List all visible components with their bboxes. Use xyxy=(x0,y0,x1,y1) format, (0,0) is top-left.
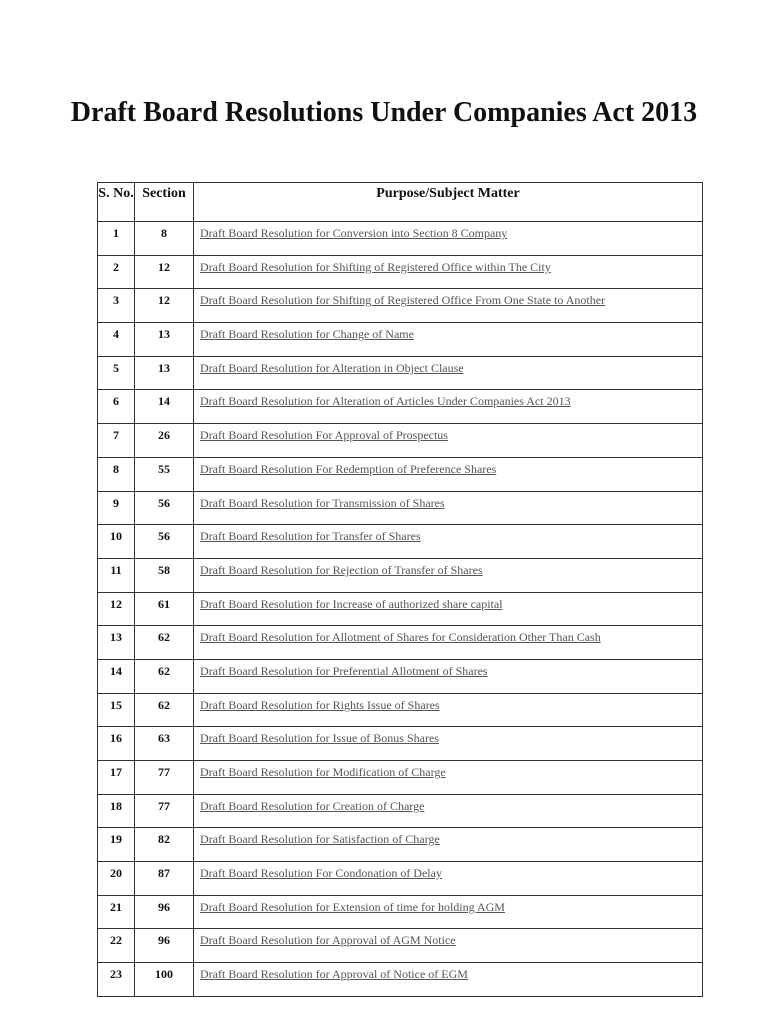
row-number: 21 xyxy=(98,895,135,929)
resolution-link[interactable]: Draft Board Resolution For Redemption of Preference Shares xyxy=(200,461,497,476)
table-header-row xyxy=(98,183,703,222)
row-section: 87 xyxy=(135,862,194,896)
table-row xyxy=(98,727,703,761)
row-section: 96 xyxy=(135,895,194,929)
resolution-link[interactable]: Draft Board Resolution for Modification of Charge xyxy=(200,765,446,779)
table-row xyxy=(98,626,703,660)
row-number: 18 xyxy=(98,794,135,828)
row-number: 3 xyxy=(98,289,135,323)
row-purpose-cell xyxy=(194,794,703,828)
table-row xyxy=(98,424,703,458)
row-number: 15 xyxy=(98,693,135,727)
row-section: 62 xyxy=(135,626,194,660)
row-purpose-cell xyxy=(194,222,703,256)
row-section: 63 xyxy=(135,727,194,761)
row-section: 77 xyxy=(135,794,194,828)
header-section: Section xyxy=(135,183,194,222)
row-number: 1 xyxy=(98,222,135,256)
row-purpose-cell xyxy=(194,457,703,491)
resolution-link[interactable]: Draft Board Resolution For Approval of Prospectus xyxy=(200,428,448,443)
resolution-link[interactable]: Draft Board Resolution for Preferential Allotment of Shares xyxy=(200,663,488,678)
resolution-link[interactable]: Draft Board Resolution for Allotment of Shares for Consideration Other Than Cash xyxy=(200,630,601,645)
row-section: 56 xyxy=(135,525,194,559)
row-purpose-cell xyxy=(194,255,703,289)
row-number: 8 xyxy=(98,457,135,491)
table-row xyxy=(98,356,703,390)
resolution-link[interactable]: Draft Board Resolution for Alteration of Articles Under Companies Act 2013 xyxy=(200,394,571,409)
table-row xyxy=(98,693,703,727)
row-purpose-cell xyxy=(194,356,703,390)
row-number: 20 xyxy=(98,862,135,896)
row-purpose-cell xyxy=(194,424,703,458)
row-number: 13 xyxy=(98,626,135,660)
row-number: 2 xyxy=(98,255,135,289)
row-number: 5 xyxy=(98,356,135,390)
row-purpose-cell xyxy=(194,558,703,592)
row-section: 56 xyxy=(135,491,194,525)
row-section: 26 xyxy=(135,424,194,458)
resolution-link[interactable]: Draft Board Resolution for Satisfaction of Charge xyxy=(200,832,440,847)
row-section: 61 xyxy=(135,592,194,626)
header-purpose: Purpose/Subject Matter xyxy=(194,183,703,222)
row-purpose-cell xyxy=(194,727,703,761)
resolution-link[interactable]: Draft Board Resolution for Transmission of Shares xyxy=(200,495,445,510)
row-section: 82 xyxy=(135,828,194,862)
row-purpose-cell xyxy=(194,491,703,525)
resolution-link[interactable]: Draft Board Resolution for Shifting of Registered Office From One State to Another xyxy=(200,293,606,308)
table-row xyxy=(98,828,703,862)
table-row xyxy=(98,491,703,525)
row-purpose-cell xyxy=(194,323,703,357)
table-row xyxy=(98,525,703,559)
resolution-link[interactable]: Draft Board Resolution for Creation of Charge xyxy=(200,798,425,813)
resolution-link[interactable]: Draft Board Resolution for Extension of time for holding AGM xyxy=(200,899,505,914)
row-purpose-cell xyxy=(194,289,703,323)
table-row xyxy=(98,659,703,693)
row-purpose-cell xyxy=(194,963,703,997)
row-purpose-cell xyxy=(194,659,703,693)
row-section: 12 xyxy=(135,289,194,323)
row-purpose-cell xyxy=(194,761,703,795)
row-section: 96 xyxy=(135,929,194,963)
row-number: 9 xyxy=(98,491,135,525)
table-row xyxy=(98,761,703,795)
row-section: 62 xyxy=(135,659,194,693)
row-purpose-cell xyxy=(194,626,703,660)
resolution-link[interactable]: Draft Board Resolution for Approval of Notice of EGM xyxy=(200,967,468,982)
row-purpose-cell xyxy=(194,693,703,727)
resolution-link[interactable]: Draft Board Resolution for Conversion into Section 8 Company xyxy=(200,226,508,240)
table-row xyxy=(98,963,703,997)
row-purpose-cell xyxy=(194,929,703,963)
row-section: 58 xyxy=(135,558,194,592)
resolution-link[interactable]: Draft Board Resolution for Alteration in Object Clause xyxy=(200,360,464,375)
table-row xyxy=(98,558,703,592)
row-section: 13 xyxy=(135,323,194,357)
row-section: 77 xyxy=(135,761,194,795)
row-section: 55 xyxy=(135,457,194,491)
row-number: 4 xyxy=(98,323,135,357)
row-section: 62 xyxy=(135,693,194,727)
row-section: 100 xyxy=(135,963,194,997)
row-number: 19 xyxy=(98,828,135,862)
resolution-link[interactable]: Draft Board Resolution for Shifting of Registered Office within The City xyxy=(200,259,551,274)
table-row xyxy=(98,222,703,256)
table-row xyxy=(98,390,703,424)
row-number: 12 xyxy=(98,592,135,626)
row-purpose-cell xyxy=(194,862,703,896)
resolutions-table xyxy=(97,182,703,997)
row-purpose-cell xyxy=(194,390,703,424)
row-number: 7 xyxy=(98,424,135,458)
row-number: 6 xyxy=(98,390,135,424)
header-sno: S. No. xyxy=(98,183,135,222)
row-section: 14 xyxy=(135,390,194,424)
row-number: 17 xyxy=(98,761,135,795)
resolution-link[interactable]: Draft Board Resolution for Rejection of Transfer of Shares xyxy=(200,562,483,577)
table-row xyxy=(98,457,703,491)
table-row xyxy=(98,289,703,323)
resolution-link[interactable]: Draft Board Resolution for Approval of AGM Notice xyxy=(200,933,456,948)
resolution-link[interactable]: Draft Board Resolution For Condonation of Delay xyxy=(200,866,442,881)
table-row xyxy=(98,895,703,929)
row-number: 10 xyxy=(98,525,135,559)
row-number: 14 xyxy=(98,659,135,693)
row-number: 23 xyxy=(98,963,135,997)
row-number: 16 xyxy=(98,727,135,761)
table-row xyxy=(98,323,703,357)
table-row xyxy=(98,592,703,626)
row-purpose-cell xyxy=(194,525,703,559)
resolution-link[interactable]: Draft Board Resolution for Change of Name xyxy=(200,327,414,342)
resolution-link[interactable]: Draft Board Resolution for Rights Issue of Shares xyxy=(200,697,440,712)
resolution-link[interactable]: Draft Board Resolution for Issue of Bonus Shares xyxy=(200,731,439,746)
row-section: 8 xyxy=(135,222,194,256)
row-purpose-cell xyxy=(194,828,703,862)
row-purpose-cell xyxy=(194,895,703,929)
resolution-link[interactable]: Draft Board Resolution for Increase of authorized share capital xyxy=(200,596,503,611)
table-row xyxy=(98,862,703,896)
row-number: 11 xyxy=(98,558,135,592)
row-section: 12 xyxy=(135,255,194,289)
row-section: 13 xyxy=(135,356,194,390)
resolution-link[interactable]: Draft Board Resolution for Transfer of Shares xyxy=(200,529,421,544)
table-row xyxy=(98,255,703,289)
row-number: 22 xyxy=(98,929,135,963)
row-purpose-cell xyxy=(194,592,703,626)
table-row xyxy=(98,794,703,828)
page-title: Draft Board Resolutions Under Companies Act 2013 xyxy=(70,97,698,128)
table-row xyxy=(98,929,703,963)
